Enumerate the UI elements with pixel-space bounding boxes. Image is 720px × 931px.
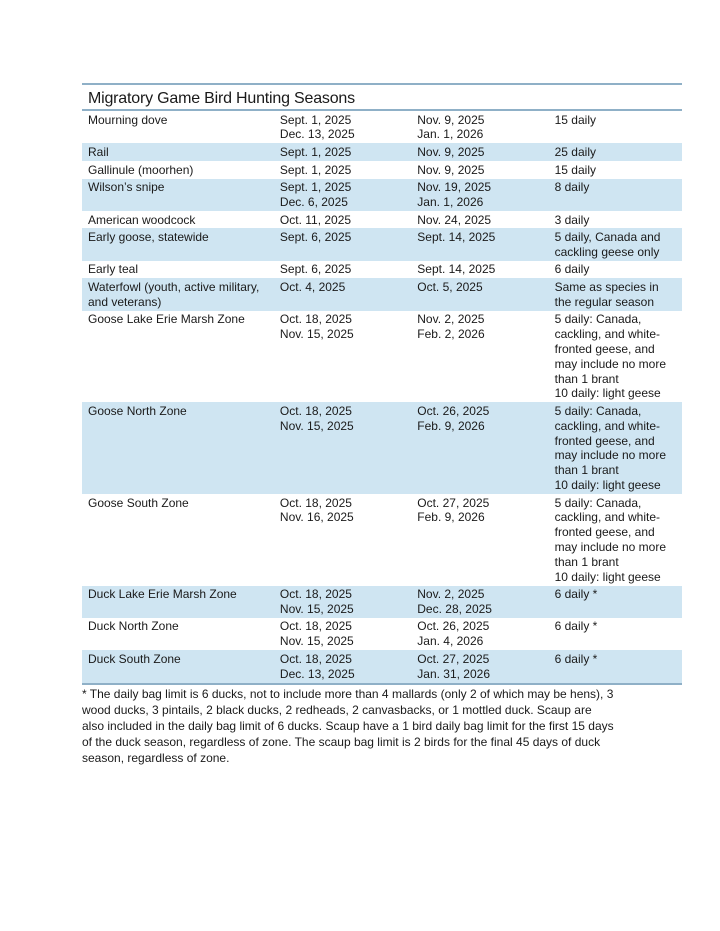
cell-line: Oct. 18, 2025 [279,495,352,510]
table-row [82,228,682,260]
cell-line: cackling, and white- [554,418,661,433]
cell-line: 3 daily [554,212,590,227]
seasons-rows [82,111,682,683]
cell-line: 15 daily [554,112,596,127]
document-page [82,83,682,767]
cell-line: cackling, and white- [554,510,661,525]
cell-line: may include no more [554,448,667,463]
seasons-grid [82,111,682,683]
table-row [82,650,682,682]
table-row [82,179,682,211]
cell-line: 5 daily: Canada, [554,312,642,327]
open-date-cell [274,311,411,403]
open-date-cell [274,228,411,260]
cell-line: Sept. 14, 2025 [417,230,496,245]
footnote-line: wood ducks, 3 pintails, 2 black ducks, 2 redheads, 2 canvasbacks, or 1 mottled duck. Scaup are [82,702,592,717]
cell-line: Nov. 15, 2025 [279,601,354,616]
close-date-cell [411,179,548,211]
open-date-cell [274,278,411,310]
cell-line: Dec. 6, 2025 [279,194,348,209]
cell-line: Oct. 18, 2025 [279,312,352,327]
table-row [82,143,682,161]
open-date-cell [274,650,411,682]
close-date-cell [411,586,548,618]
close-date-cell [411,211,548,229]
close-date-cell [411,161,548,179]
close-date-cell [411,494,548,586]
bag-limit-cell [549,261,682,279]
table-row [82,161,682,179]
cell-line: Oct. 18, 2025 [279,651,352,666]
footnote-line: season, regardless of zone. [82,751,230,766]
cell-line: Same as species in [554,280,659,295]
bag-limit-cell [549,618,682,650]
species-cell [82,179,274,211]
cell-line: 10 daily: light geese [554,386,661,401]
table-row [82,494,682,586]
cell-line: Sept. 1, 2025 [279,162,352,177]
close-date-cell [411,618,548,650]
open-date-cell [274,402,411,494]
cell-line: 6 daily * [554,651,598,666]
cell-line: Gallinule (moorhen) [88,162,194,177]
species-cell [82,161,274,179]
open-date-cell [274,261,411,279]
species-cell [82,278,274,310]
table-row [82,402,682,494]
cell-line: fronted geese, and [554,342,655,356]
cell-line: Sept. 1, 2025 [279,144,352,159]
cell-line: 10 daily: light geese [554,477,661,492]
cell-line: fronted geese, and [554,433,655,448]
close-date-cell [411,311,548,403]
bag-limit-cell [549,179,682,211]
footnote-line: * The daily bag limit is 6 ducks, not to include more than 4 mallards (only 2 of which may be hens), 3 [82,686,614,701]
cell-line: 6 daily * [554,619,598,634]
cell-line: 10 daily: light geese [554,569,661,584]
cell-line: Jan. 1, 2026 [417,127,484,142]
close-date-cell [411,402,548,494]
cell-line: cackling geese only [554,244,660,259]
bag-limit-cell [549,650,682,682]
species-cell [82,211,274,229]
cell-line: Dec. 13, 2025 [279,127,355,142]
cell-line: may include no more [554,539,667,554]
table-row [82,618,682,650]
cell-line: Duck North Zone [88,619,179,634]
cell-line: Dec. 13, 2025 [279,666,355,681]
cell-line: than 1 brant [554,371,619,386]
close-date-cell [411,278,548,310]
cell-line: Early goose, statewide [88,230,209,245]
cell-line: 15 daily [554,162,596,177]
open-date-cell [274,143,411,161]
cell-line: Nov. 2, 2025 [417,312,485,327]
close-date-cell [411,261,548,279]
table-title: Migratory Game Bird Hunting Seasons [82,85,682,111]
cell-line: 6 daily * [554,587,598,602]
cell-line: Oct. 27, 2025 [417,651,490,666]
table-row [82,111,682,143]
species-cell [82,228,274,260]
cell-line: Feb. 2, 2026 [417,327,485,342]
bag-limit-cell [549,402,682,494]
cell-line: Duck South Zone [88,651,181,666]
cell-line: 5 daily: Canada, [554,403,642,418]
cell-line: than 1 brant [554,554,619,569]
cell-line: 6 daily [554,262,590,277]
cell-line: Sept. 14, 2025 [417,262,496,277]
cell-line: American woodcock [88,212,196,227]
cell-line: Mourning dove [88,112,168,127]
species-cell [82,402,274,494]
table-row [82,278,682,310]
close-date-cell [411,143,548,161]
cell-line: Oct. 5, 2025 [417,280,483,295]
cell-line: Sept. 6, 2025 [279,262,352,277]
cell-line: the regular season [554,294,655,309]
cell-line: 5 daily: Canada, [554,495,642,510]
species-cell [82,111,274,143]
table-row [82,261,682,279]
cell-line: Dec. 28, 2025 [417,601,492,616]
cell-line: Goose South Zone [88,495,189,510]
species-cell [82,261,274,279]
open-date-cell [274,179,411,211]
cell-line: Feb. 9, 2026 [417,510,485,525]
open-date-cell [274,161,411,179]
cell-line: Oct. 18, 2025 [279,619,352,634]
open-date-cell [274,618,411,650]
cell-line: Duck Lake Erie Marsh Zone [88,587,237,602]
cell-line: Sept. 1, 2025 [279,180,352,195]
open-date-cell [274,586,411,618]
cell-line: Goose Lake Erie Marsh Zone [88,312,245,327]
bag-limit-cell [549,211,682,229]
species-cell [82,618,274,650]
footnote-line: of the duck season, regardless of zone. The scaup bag limit is 2 birds for the final 45 days of duck [82,735,601,750]
cell-line: Goose North Zone [88,403,187,418]
close-date-cell [411,228,548,260]
cell-line: Oct. 18, 2025 [279,587,352,602]
cell-line: Nov. 16, 2025 [279,510,354,525]
bag-limit-cell [549,228,682,260]
footnote [82,686,682,767]
cell-line: Rail [88,144,109,159]
cell-line: may include no more [554,356,667,371]
open-date-cell [274,211,411,229]
cell-line: Jan. 1, 2026 [417,194,484,209]
cell-line: Wilson’s snipe [88,180,165,195]
cell-line: Oct. 4, 2025 [279,280,346,295]
cell-line: Nov. 2, 2025 [417,587,485,602]
hunting-seasons-table [82,83,682,685]
species-cell [82,143,274,161]
cell-line: Feb. 9, 2026 [417,418,485,433]
cell-line: Oct. 27, 2025 [417,495,490,510]
species-cell [82,494,274,586]
cell-line: Nov. 9, 2025 [417,144,485,159]
table-row [82,586,682,618]
bag-limit-cell [549,494,682,586]
cell-line: than 1 brant [554,463,619,478]
cell-line: Sept. 1, 2025 [279,112,352,127]
footnote-line: also included in the daily bag limit of 6 ducks. Scaup have a 1 bird daily bag limit for the first 15 days [82,719,614,734]
bag-limit-cell [549,111,682,143]
cell-line: Nov. 24, 2025 [417,212,492,227]
cell-line: Nov. 15, 2025 [279,418,354,433]
cell-line: fronted geese, and [554,525,655,540]
bag-limit-cell [549,311,682,403]
open-date-cell [274,111,411,143]
cell-line: Nov. 15, 2025 [279,634,354,649]
cell-line: Nov. 9, 2025 [417,112,485,127]
close-date-cell [411,111,548,143]
cell-line: 8 daily [554,180,590,195]
bag-limit-cell [549,278,682,310]
species-cell [82,311,274,403]
cell-line: cackling, and white- [554,327,661,342]
table-row [82,311,682,403]
table-row [82,211,682,229]
bag-limit-cell [549,586,682,618]
cell-line: and veterans) [88,294,162,309]
cell-line: Nov. 19, 2025 [417,180,492,195]
cell-line: Oct. 26, 2025 [417,403,490,418]
cell-line: Oct. 11, 2025 [279,212,352,227]
species-cell [82,650,274,682]
cell-line: Waterfowl (youth, active military, [88,280,260,295]
bag-limit-cell [549,161,682,179]
species-cell [82,586,274,618]
cell-line: Jan. 31, 2026 [417,666,490,681]
cell-line: Oct. 18, 2025 [279,403,352,418]
cell-line: Early teal [88,262,139,277]
bag-limit-cell [549,143,682,161]
cell-line: 25 daily [554,144,596,159]
cell-line: Sept. 6, 2025 [279,230,352,245]
cell-line: Nov. 15, 2025 [279,327,354,342]
cell-line: Jan. 4, 2026 [417,634,484,649]
cell-line: Nov. 9, 2025 [417,162,485,177]
cell-line: Oct. 26, 2025 [417,619,490,634]
cell-line: 5 daily, Canada and [554,230,661,245]
open-date-cell [274,494,411,586]
close-date-cell [411,650,548,682]
